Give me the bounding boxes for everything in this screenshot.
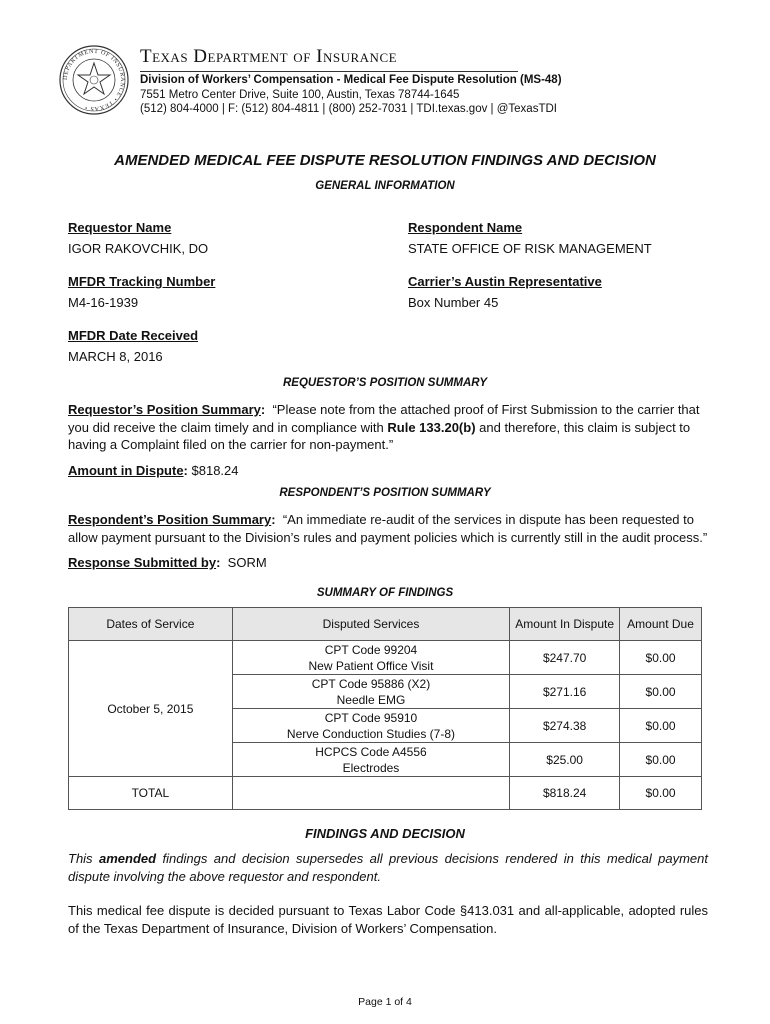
service-description: Nerve Conduction Studies (7-8) xyxy=(286,726,456,741)
contact-line: (512) 804-4000 | F: (512) 804-4811 | (800) 252-7031 | TDI.texas.gov | @TexasTDI xyxy=(140,103,557,115)
service-code: CPT Code 95910 xyxy=(324,710,418,725)
document-title: AMENDED MEDICAL FEE DISPUTE RESOLUTION FINDINGS AND DECISION xyxy=(114,152,656,169)
service-code: HCPCS Code A4556 xyxy=(315,744,427,759)
service-code: CPT Code 95886 (X2) xyxy=(311,676,431,691)
total-dispute-cell: $818.24 xyxy=(510,777,620,810)
total-due-cell: $0.00 xyxy=(620,777,702,810)
requestor-summary-text-a: “Please note from the attached proof of First Submission to the carrier that you did receive the claim timely and in compliance with xyxy=(68,402,700,435)
dispute-amount-cell: $247.70 xyxy=(510,641,620,675)
requestor-summary-text-b: and therefore, this claim is subject to having a Complaint filed on the carrier for non-payment.” xyxy=(68,419,691,452)
respondent-name-label: Respondent Name xyxy=(408,220,523,235)
date-received-label: MFDR Date Received xyxy=(68,328,199,343)
header-disputed-services: Disputed Services xyxy=(232,608,510,641)
rule-reference: Rule 133.20(b) xyxy=(387,419,476,435)
amount-in-dispute-line: Amount in Dispute: $818.24 xyxy=(68,463,239,478)
total-label-cell: TOTAL xyxy=(69,777,233,810)
due-amount-cell: $0.00 xyxy=(620,675,702,709)
header-dates-of-service: Dates of Service xyxy=(69,608,233,641)
amended-emphasis: amended xyxy=(99,851,157,866)
decision-paragraph-2: This medical fee dispute is decided pursuant to Texas Labor Code §413.031 and all-applicable, adopted rules of the Texas Department of Insurance, Division of Workers’ Compensation. xyxy=(68,903,708,936)
response-submitted-line: Response Submitted by: SORM xyxy=(68,555,267,570)
respondent-summary-heading: RESPONDENT’S POSITION SUMMARY xyxy=(279,487,491,499)
general-info-heading: GENERAL INFORMATION xyxy=(315,180,455,192)
table-header-row xyxy=(69,608,702,641)
header-rule xyxy=(140,71,518,72)
header-amount-in-dispute: Amount In Dispute xyxy=(510,608,620,641)
service-description: New Patient Office Visit xyxy=(308,658,434,673)
amount-in-dispute-value: $818.24 xyxy=(191,463,239,478)
response-submitted-value: SORM xyxy=(227,555,267,570)
service-cell xyxy=(232,743,510,777)
dispute-amount-cell: $271.16 xyxy=(510,675,620,709)
page-number: Page 1 of 4 xyxy=(358,996,412,1008)
service-cell xyxy=(232,709,510,743)
tracking-number-value: M4-16-1939 xyxy=(68,295,139,310)
decision-p1-text-b: findings and decision supersedes all previous decisions rendered in this medical payment dispute involving the above requestor and respondent. xyxy=(68,851,708,884)
service-code: CPT Code 99204 xyxy=(324,642,418,657)
date-of-service-cell: October 5, 2015 xyxy=(69,641,233,777)
date-received-value: MARCH 8, 2016 xyxy=(68,349,163,364)
requestor-summary-paragraph: Requestor’s Position Summary: “Please note from the attached proof of First Submission to the carrier that you did receive the claim timely and in compliance with Rule 133.20(b) and therefore, this claim is subject to having a Complaint filed on the carrier for non-payment.” xyxy=(68,402,700,452)
findings-table xyxy=(68,607,702,810)
service-description: Electrodes xyxy=(342,760,400,775)
carrier-rep-value: Box Number 45 xyxy=(408,295,499,310)
findings-decision-heading: FINDINGS AND DECISION xyxy=(305,826,465,841)
requestor-summary-heading: REQUESTOR’S POSITION SUMMARY xyxy=(282,377,488,389)
respondent-summary-label: Respondent’s Position Summary xyxy=(68,512,272,527)
service-cell xyxy=(232,675,510,709)
summary-findings-heading: SUMMARY OF FINDINGS xyxy=(316,587,454,599)
dispute-amount-cell: $25.00 xyxy=(510,743,620,777)
respondent-name-value: STATE OFFICE OF RISK MANAGEMENT xyxy=(408,241,652,256)
respondent-summary-paragraph: Respondent’s Position Summary: “An immediate re-audit of the services in dispute has been requested to allow payment pursuant to the Division’s rules and payment policies which is currently still in the audit process.” xyxy=(68,512,708,545)
tdi-seal-logo xyxy=(58,44,130,116)
amount-in-dispute-label: Amount in Dispute xyxy=(68,463,184,478)
decision-paragraph-1 xyxy=(68,850,708,885)
tracking-number-label: MFDR Tracking Number xyxy=(68,274,216,289)
decision-p1-text-a: This xyxy=(68,851,99,866)
respondent-summary-text: “An immediate re-audit of the services in dispute has been requested to allow payment pursuant to the Division’s rules and payment policies which is currently still in the audit process.” xyxy=(68,512,708,545)
header-amount-due: Amount Due xyxy=(620,608,702,641)
total-row xyxy=(69,777,702,810)
response-submitted-label: Response Submitted by xyxy=(68,555,217,570)
address-line: 7551 Metro Center Drive, Suite 100, Austin, Texas 78744-1645 xyxy=(140,89,460,101)
due-amount-cell: $0.00 xyxy=(620,743,702,777)
requestor-name-value: IGOR RAKOVCHIK, DO xyxy=(68,241,209,256)
due-amount-cell: $0.00 xyxy=(620,641,702,675)
requestor-summary-label: Requestor’s Position Summary xyxy=(68,402,261,417)
carrier-rep-label: Carrier’s Austin Representative xyxy=(408,274,602,289)
service-description: Needle EMG xyxy=(336,692,406,707)
svg-text:DEPARTMENT OF INSURANCE • TEXA: DEPARTMENT OF INSURANCE • TEXAS • xyxy=(61,47,127,113)
table-row xyxy=(69,641,702,675)
requestor-name-label: Requestor Name xyxy=(68,220,172,235)
due-amount-cell: $0.00 xyxy=(620,709,702,743)
dispute-amount-cell: $274.38 xyxy=(510,709,620,743)
org-title: Texas Department of Insurance xyxy=(140,46,398,67)
service-cell xyxy=(232,641,510,675)
total-empty-cell xyxy=(232,777,510,810)
division-line: Division of Workers’ Compensation - Medical Fee Dispute Resolution (MS-48) xyxy=(140,74,562,86)
